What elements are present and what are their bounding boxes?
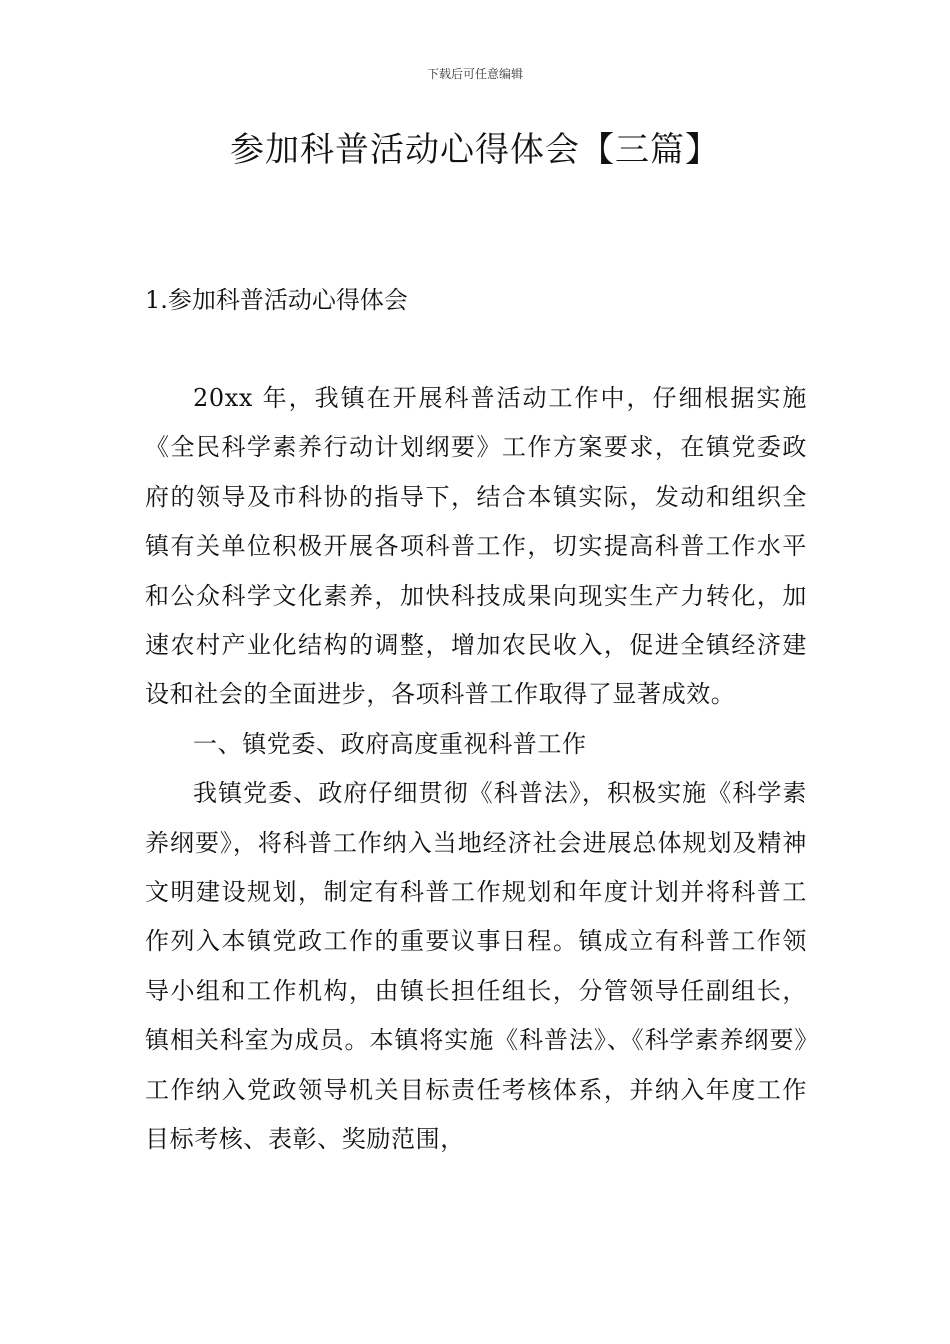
section-heading: 1.参加科普活动心得体会 xyxy=(145,286,408,314)
body-paragraph: 我镇党委、政府仔细贯彻《科普法》，积极实施《科学素养纲要》，将科普工作纳入当地经济社会进展总体规划及精神文明建设规划，制定有科普工作规划和年度计划并将科普工作列入本镇党政工作的重要议事日程。镇成立有科普工作领导小组和工作机构，由镇长担任组长，分管领导任副组长，镇相关科室为成员。本镇将实施《科普法》、《科学素养纲要》工作纳入党政领导机关目标责任考核体系，并纳入年度工作目标考核、表彰、奖励范围， xyxy=(145,779,807,1154)
document-title: 参加科普活动心得体会【三篇】 xyxy=(230,130,720,170)
header-note: 下载后可任意编辑 xyxy=(426,67,523,81)
body-subheading: 一、镇党委、政府高度重视科普工作 xyxy=(193,729,587,758)
document-body xyxy=(145,374,807,1165)
body-paragraph-intro: 20xx 年，我镇在开展科普活动工作中，仔细根据实施《全民科学素养行动计划纲要》工作方案要求，在镇党委政府的领导及市科协的指导下，结合本镇实际，发动和组织全镇有关单位积极开展各项科普工作，切实提高科普工作水平和公众科学文化素养，加快科技成果向现实生产力转化，加速农村产业化结构的调整，增加农民收入，促进全镇经济建设和社会的全面进步，各项科普工作取得了显著成效。 xyxy=(145,384,807,709)
